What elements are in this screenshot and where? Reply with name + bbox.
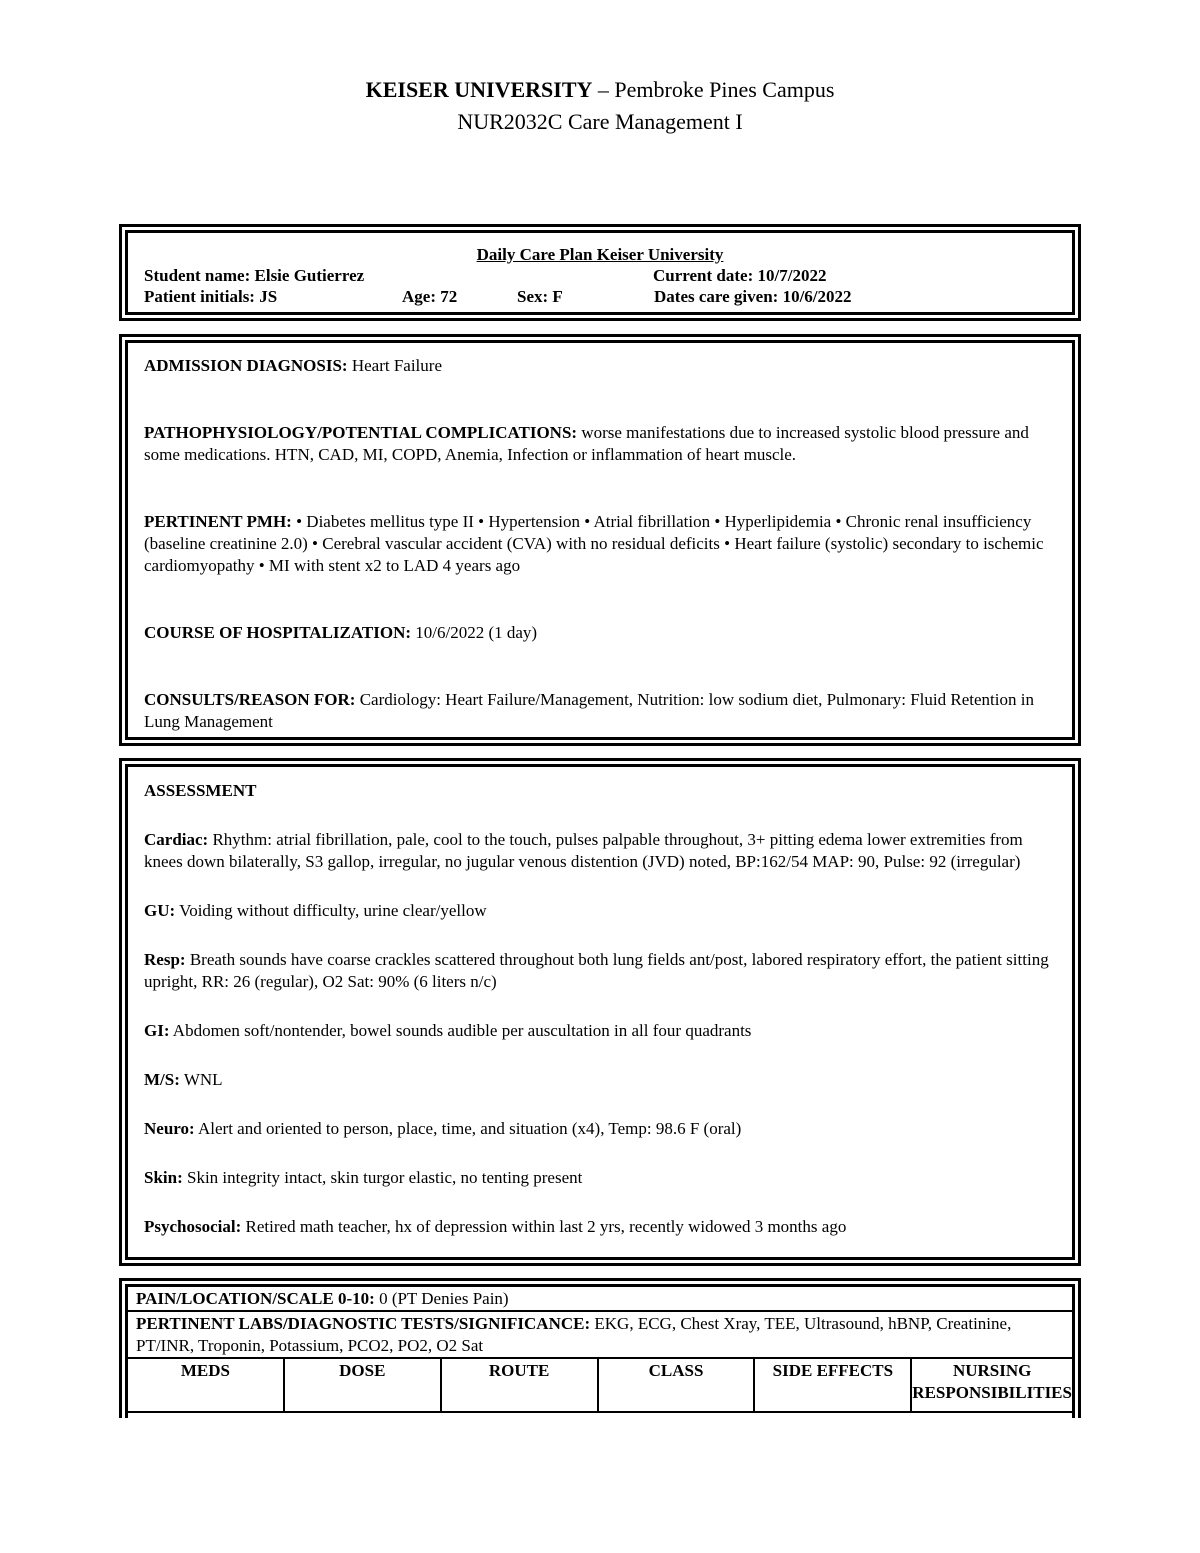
column-header-nursing-responsibilities: NURSING RESPONSIBILITIES — [912, 1361, 1072, 1402]
assessment-box — [119, 758, 1081, 1266]
column-header-meds: MEDS — [128, 1359, 285, 1411]
patient-sex: Sex: F — [517, 287, 563, 306]
gu-label: GU: — [144, 901, 176, 920]
pmh-label: PERTINENT PMH: — [144, 512, 292, 531]
admission-diagnosis — [144, 355, 1056, 377]
admission-diagnosis-label: ADMISSION DIAGNOSIS: — [144, 356, 348, 375]
course-title: NUR2032C Care Management I — [457, 109, 743, 134]
campus-name: – Pembroke Pines Campus — [592, 77, 835, 102]
meds-table-box — [119, 1278, 1081, 1418]
ms-value: WNL — [179, 1070, 223, 1089]
column-header-class: CLASS — [599, 1359, 756, 1411]
cardiac-label: Cardiac: — [144, 830, 209, 849]
assessment-title: ASSESSMENT — [144, 781, 257, 800]
consults-label: CONSULTS/REASON FOR: — [144, 690, 356, 709]
cardiac-value: Rhythm: atrial fibrillation, pale, cool to the touch, pulses palpable throughout, 3+ pitting edema lower extremities from knees down bilaterally, S3 gallop, irregular, no jugular venous distention (JVD) noted, BP:162/54 MAP: 90, Pulse: 92 (irregular) — [144, 830, 1023, 871]
neuro-label: Neuro: — [144, 1119, 195, 1138]
labs-label: PERTINENT LABS/DIAGNOSTIC TESTS/SIGNIFICANCE: — [136, 1314, 591, 1333]
column-header-route: ROUTE — [442, 1359, 599, 1411]
gi-label: GI: — [144, 1021, 170, 1040]
document-header — [0, 74, 1200, 138]
pathophysiology — [144, 422, 1056, 466]
gu-assessment — [144, 900, 1056, 922]
pathophysiology-label: PATHOPHYSIOLOGY/POTENTIAL COMPLICATIONS: — [144, 423, 578, 442]
psych-label: Psychosocial: — [144, 1217, 242, 1236]
header-line-1 — [0, 74, 1200, 106]
gi-assessment — [144, 1020, 1056, 1042]
care-plan-title: Daily Care Plan Keiser University — [476, 245, 724, 264]
current-date: Current date: 10/7/2022 — [653, 266, 827, 285]
labs-value: EKG, ECG, Chest Xray, TEE, Ultrasound, hBNP, Creatinine, PT/INR, Troponin, Potassium, PCO2, PO2, O2 Sat — [136, 1314, 1012, 1355]
consults-value: Cardiology: Heart Failure/Management, Nutrition: low sodium diet, Pulmonary: Fluid Retention in Lung Management — [144, 690, 1034, 731]
dates-care-given: Dates care given: 10/6/2022 — [654, 287, 852, 306]
resp-value: Breath sounds have coarse crackles scattered throughout both lung fields ant/post, labored respiratory effort, the patient sitting upright, RR: 26 (regular), O2 Sat: 90% (6 liters n/c) — [144, 950, 1049, 991]
meds-table — [125, 1284, 1075, 1418]
gu-value: Voiding without difficulty, urine clear/yellow — [175, 901, 487, 920]
labs-row — [128, 1312, 1072, 1359]
cardiac-assessment — [144, 829, 1056, 873]
meds-column-headers — [128, 1359, 1072, 1413]
course-value: 10/6/2022 (1 day) — [411, 623, 538, 642]
skin-assessment — [144, 1167, 1056, 1189]
consults — [144, 689, 1056, 733]
skin-value: Skin integrity intact, skin turgor elastic, no tenting present — [182, 1168, 583, 1187]
course-of-hospitalization — [144, 622, 1056, 644]
ms-assessment — [144, 1069, 1056, 1091]
psych-value: Retired math teacher, hx of depression within last 2 yrs, recently widowed 3 months ago — [241, 1217, 847, 1236]
course-label: COURSE OF HOSPITALIZATION: — [144, 623, 412, 642]
resp-assessment — [144, 949, 1056, 993]
university-name: KEISER UNIVERSITY — [365, 77, 593, 102]
care-plan-info-box — [119, 224, 1081, 321]
neuro-value: Alert and oriented to person, place, time, and situation (x4), Temp: 98.6 F (oral) — [194, 1119, 742, 1138]
pathophysiology-value: worse manifestations due to increased systolic blood pressure and some medications. HTN, CAD, MI, COPD, Anemia, Infection or inflammation of heart muscle. — [144, 423, 1029, 464]
skin-label: Skin: — [144, 1168, 183, 1187]
pain-value: 0 (PT Denies Pain) — [374, 1289, 509, 1308]
info-row-1 — [144, 265, 1056, 286]
patient-initials: Patient initials: JS — [144, 287, 278, 306]
ms-label: M/S: — [144, 1070, 180, 1089]
neuro-assessment — [144, 1118, 1056, 1140]
pmh-value: • Diabetes mellitus type II • Hypertension • Atrial fibrillation • Hyperlipidemia • Chronic renal insufficiency (baseline creatinine 2.0) • Cerebral vascular accident (CVA) with no residual deficits • Heart failure (systolic) secondary to ischemic cardiomyopathy • MI with stent x2 to LAD 4 years ago — [144, 512, 1044, 575]
column-header-dose: DOSE — [285, 1359, 442, 1411]
info-row-2 — [144, 286, 1056, 307]
pain-label: PAIN/LOCATION/SCALE 0-10: — [136, 1289, 375, 1308]
resp-label: Resp: — [144, 950, 186, 969]
column-header-side-effects: SIDE EFFECTS — [755, 1359, 912, 1411]
admission-box — [119, 334, 1081, 746]
gi-value: Abdomen soft/nontender, bowel sounds audible per auscultation in all four quadrants — [169, 1021, 752, 1040]
pertinent-pmh — [144, 511, 1056, 577]
psychosocial-assessment — [144, 1216, 1056, 1238]
patient-age: Age: 72 — [402, 287, 458, 306]
admission-diagnosis-value: Heart Failure — [347, 356, 442, 375]
pain-row — [128, 1287, 1072, 1312]
student-name: Student name: Elsie Gutierrez — [144, 266, 365, 285]
